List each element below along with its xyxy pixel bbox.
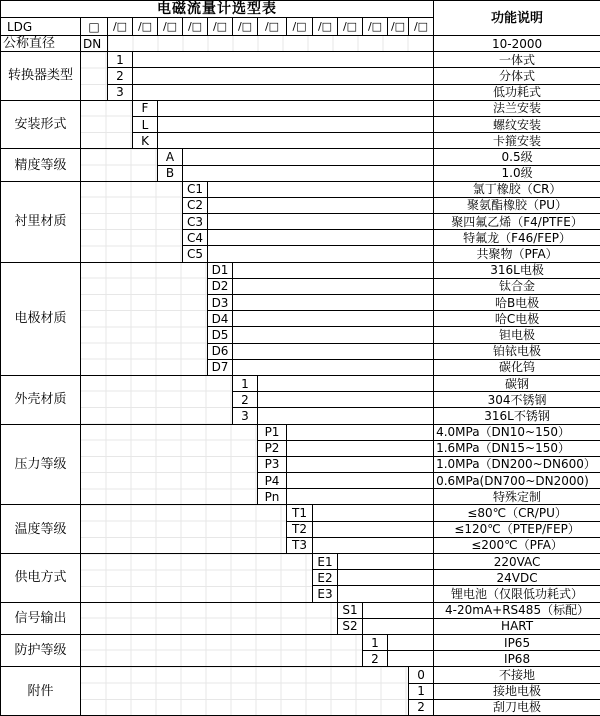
empty-merged-cell xyxy=(81,424,258,505)
category-label: 电极材质 xyxy=(1,262,81,375)
empty-merged-cell xyxy=(81,375,233,424)
code-cell: D2 xyxy=(208,278,233,294)
empty-cell xyxy=(258,375,434,391)
desc-cell: 接地电极 xyxy=(434,683,600,699)
selector-slot: /□ xyxy=(409,18,434,36)
code-cell: A xyxy=(158,149,183,165)
code-cell: 1 xyxy=(233,375,258,391)
desc-cell: 共聚物（PFA） xyxy=(434,246,600,262)
empty-cell xyxy=(183,149,434,165)
code-cell: B xyxy=(158,165,183,181)
empty-merged-cell xyxy=(81,149,158,181)
empty-cell xyxy=(363,602,434,618)
function-column-header: 功能说明 xyxy=(434,1,600,36)
selector-slot: /□ xyxy=(108,18,133,36)
empty-cell xyxy=(287,473,434,489)
desc-cell: 特殊定制 xyxy=(434,489,600,505)
empty-cell xyxy=(208,214,434,230)
code-cell: 3 xyxy=(233,408,258,424)
selector-slot: /□ xyxy=(258,18,287,36)
code-cell: 1 xyxy=(108,52,133,68)
model-prefix: LDG xyxy=(1,18,81,36)
code-cell: K xyxy=(133,133,158,149)
desc-cell: 不接地 xyxy=(434,667,600,683)
empty-merged-cell xyxy=(81,52,108,101)
empty-cell xyxy=(287,440,434,456)
selector-slot: /□ xyxy=(183,18,208,36)
empty-merged-cell xyxy=(81,554,313,603)
desc-cell: 低功耗式 xyxy=(434,84,600,100)
empty-merged-cell xyxy=(81,100,133,149)
empty-merged-cell xyxy=(81,634,363,666)
code-cell: Pn xyxy=(258,489,287,505)
empty-cell xyxy=(258,408,434,424)
desc-cell: 哈B电极 xyxy=(434,295,600,311)
empty-merged-cell xyxy=(81,602,338,634)
empty-cell xyxy=(233,327,434,343)
empty-cell xyxy=(233,278,434,294)
empty-cell xyxy=(313,521,434,537)
category-label: 衬里材质 xyxy=(1,181,81,262)
category-label: 公称直径 xyxy=(1,36,81,52)
code-cell: D6 xyxy=(208,343,233,359)
code-cell: 2 xyxy=(108,68,133,84)
category-label: 转换器类型 xyxy=(1,52,81,101)
category-label: 附件 xyxy=(1,667,81,716)
desc-cell: HART xyxy=(434,618,600,634)
desc-cell: 锂电池（仅限低功耗式） xyxy=(434,586,600,602)
desc-cell: 哈C电极 xyxy=(434,311,600,327)
category-label: 安装形式 xyxy=(1,100,81,149)
code-cell: 2 xyxy=(409,699,434,715)
desc-cell: 刮刀电极 xyxy=(434,699,600,715)
desc-cell: 钛合金 xyxy=(434,278,600,294)
code-cell: T2 xyxy=(287,521,313,537)
selector-slot: /□ xyxy=(208,18,233,36)
empty-merged-cell xyxy=(81,262,208,375)
empty-merged-cell xyxy=(81,181,183,262)
empty-cell xyxy=(233,343,434,359)
code-cell: D3 xyxy=(208,295,233,311)
code-cell: C1 xyxy=(183,181,208,197)
desc-cell: 4.0MPa（DN10~150） xyxy=(434,424,600,440)
desc-cell: 220VAC xyxy=(434,554,600,570)
empty-cell xyxy=(208,197,434,213)
empty-merged-cell xyxy=(81,505,287,554)
code-cell: P4 xyxy=(258,473,287,489)
empty-cell xyxy=(158,116,434,132)
empty-cell xyxy=(388,634,434,650)
code-cell: C4 xyxy=(183,230,208,246)
empty-cell xyxy=(233,359,434,375)
code-cell: P1 xyxy=(258,424,287,440)
category-label: 防护等级 xyxy=(1,634,81,666)
desc-cell: 铂铱电极 xyxy=(434,343,600,359)
code-cell: 2 xyxy=(233,392,258,408)
code-cell: F xyxy=(133,100,158,116)
empty-cell xyxy=(258,392,434,408)
selector-slot: /□ xyxy=(388,18,409,36)
desc-cell: 1.6MPa（DN15~150） xyxy=(434,440,600,456)
code-cell: 0 xyxy=(409,667,434,683)
category-label: 温度等级 xyxy=(1,505,81,554)
desc-cell: 分体式 xyxy=(434,68,600,84)
selector-slot: /□ xyxy=(233,18,258,36)
code-cell: C3 xyxy=(183,214,208,230)
empty-cell xyxy=(208,246,434,262)
selector-slot: /□ xyxy=(313,18,338,36)
empty-merged-cell xyxy=(81,667,409,716)
empty-cell xyxy=(233,295,434,311)
desc-cell: IP68 xyxy=(434,651,600,667)
empty-merged-cell xyxy=(108,36,434,52)
desc-cell: ≤200℃（PFA） xyxy=(434,537,600,553)
desc-cell: 螺纹安装 xyxy=(434,116,600,132)
category-label: 精度等级 xyxy=(1,149,81,181)
code-cell: E1 xyxy=(313,554,338,570)
desc-cell: 316L电极 xyxy=(434,262,600,278)
empty-cell xyxy=(363,618,434,634)
selector-slot: /□ xyxy=(287,18,313,36)
desc-cell: 聚氨酯橡胶（PU） xyxy=(434,197,600,213)
code-cell: C2 xyxy=(183,197,208,213)
selector-slot: /□ xyxy=(158,18,183,36)
empty-cell xyxy=(287,489,434,505)
desc-cell: 10-2000 xyxy=(434,36,600,52)
desc-cell: 4-20mA+RS485（标配） xyxy=(434,602,600,618)
code-cell: D1 xyxy=(208,262,233,278)
code-cell: P3 xyxy=(258,456,287,472)
desc-cell: 0.6MPa(DN700~DN2000) xyxy=(434,473,600,489)
empty-cell xyxy=(287,424,434,440)
code-cell: 3 xyxy=(108,84,133,100)
code-cell: DN xyxy=(81,36,108,52)
selector-slot: /□ xyxy=(363,18,388,36)
code-cell: 1 xyxy=(409,683,434,699)
desc-cell: IP65 xyxy=(434,634,600,650)
desc-cell: ≤120℃（PTEP/FEP） xyxy=(434,521,600,537)
desc-cell: 24VDC xyxy=(434,570,600,586)
code-cell: T1 xyxy=(287,505,313,521)
desc-cell: 1.0MPa（DN200~DN600） xyxy=(434,456,600,472)
desc-cell: 氯丁橡胶（CR） xyxy=(434,181,600,197)
code-cell: 2 xyxy=(363,651,388,667)
empty-cell xyxy=(208,181,434,197)
empty-cell xyxy=(158,100,434,116)
desc-cell: 碳化钨 xyxy=(434,359,600,375)
selector-box: □ xyxy=(81,18,108,36)
category-label: 供电方式 xyxy=(1,554,81,603)
selector-slot: /□ xyxy=(133,18,158,36)
desc-cell: 法兰安装 xyxy=(434,100,600,116)
code-cell: P2 xyxy=(258,440,287,456)
desc-cell: 0.5级 xyxy=(434,149,600,165)
code-cell: D7 xyxy=(208,359,233,375)
code-cell: D4 xyxy=(208,311,233,327)
desc-cell: 316L不锈钢 xyxy=(434,408,600,424)
desc-cell: 304不锈钢 xyxy=(434,392,600,408)
empty-cell xyxy=(338,586,434,602)
empty-cell xyxy=(338,570,434,586)
empty-cell xyxy=(338,554,434,570)
empty-cell xyxy=(233,262,434,278)
desc-cell: 聚四氟乙烯（F4/PTFE） xyxy=(434,214,600,230)
desc-cell: 一体式 xyxy=(434,52,600,68)
empty-cell xyxy=(208,230,434,246)
desc-cell: 1.0级 xyxy=(434,165,600,181)
code-cell: 1 xyxy=(363,634,388,650)
empty-cell xyxy=(183,165,434,181)
desc-cell: ≤80℃（CR/PU） xyxy=(434,505,600,521)
category-label: 信号输出 xyxy=(1,602,81,634)
empty-cell xyxy=(133,52,434,68)
code-cell: T3 xyxy=(287,537,313,553)
code-cell: D5 xyxy=(208,327,233,343)
code-cell: E3 xyxy=(313,586,338,602)
empty-cell xyxy=(133,84,434,100)
empty-cell xyxy=(313,537,434,553)
code-cell: L xyxy=(133,116,158,132)
empty-cell xyxy=(287,456,434,472)
empty-cell xyxy=(233,311,434,327)
empty-cell xyxy=(133,68,434,84)
empty-cell xyxy=(388,651,434,667)
empty-cell xyxy=(313,505,434,521)
code-cell: S2 xyxy=(338,618,363,634)
code-cell: E2 xyxy=(313,570,338,586)
desc-cell: 特氟龙（F46/FEP） xyxy=(434,230,600,246)
code-cell: C5 xyxy=(183,246,208,262)
selector-slot: /□ xyxy=(338,18,363,36)
category-label: 外壳材质 xyxy=(1,375,81,424)
code-cell: S1 xyxy=(338,602,363,618)
category-label: 压力等级 xyxy=(1,424,81,505)
desc-cell: 碳钢 xyxy=(434,375,600,391)
desc-cell: 卡箍安装 xyxy=(434,133,600,149)
empty-cell xyxy=(158,133,434,149)
table-title: 电磁流量计选型表 xyxy=(1,1,434,18)
desc-cell: 钽电极 xyxy=(434,327,600,343)
